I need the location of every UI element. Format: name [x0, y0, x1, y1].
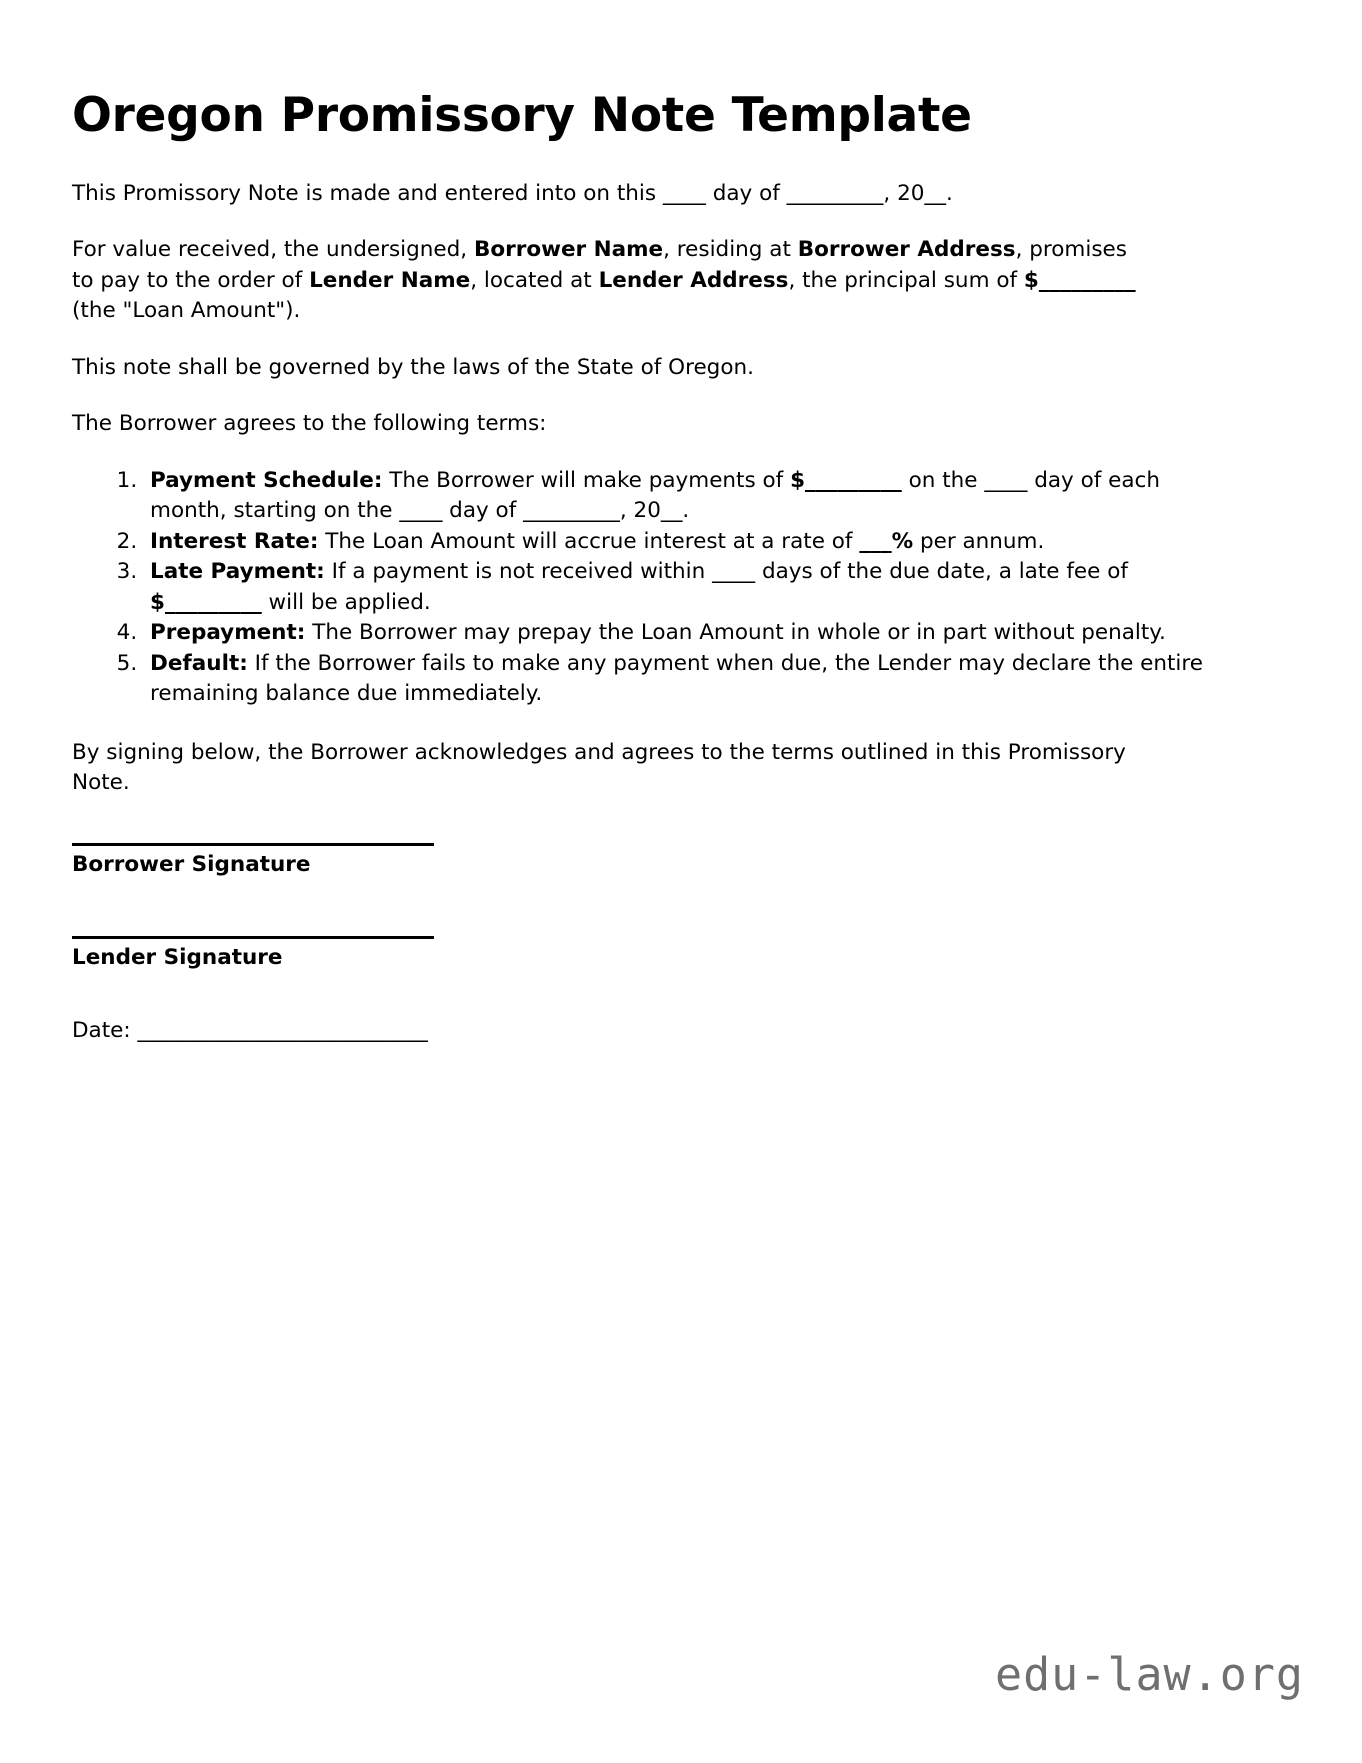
term-text-2: days of the due date, a late fee of [755, 559, 1128, 585]
recital-text-3: , promises to pay to the order of [72, 237, 1127, 293]
loan-amount-blank: _________ [1038, 267, 1136, 293]
list-item [144, 618, 1212, 649]
late-days-blank: ____ [712, 559, 756, 585]
term-label-late-payment: Late Payment: [150, 559, 325, 585]
late-fee-amount-blank: _________ [164, 589, 262, 615]
signature-section [72, 843, 1212, 1047]
date-label: Date: [72, 1017, 131, 1043]
terms-list [72, 466, 1212, 710]
lender-name-placeholder: Lender Name [309, 267, 471, 293]
date-blank[interactable]: ___________________________ [130, 1017, 428, 1043]
term-text-1: The Borrower will make payments of [382, 467, 791, 493]
intro-month-blank: _________ [786, 180, 884, 206]
term-text-1: The Borrower may prepay the Loan Amount in whole or in part without penalty. [305, 620, 1166, 646]
borrower-address-placeholder: Borrower Address [797, 237, 1016, 263]
intro-paragraph [72, 179, 1154, 210]
recital-text-6: (the "Loan Amount"). [72, 298, 301, 324]
payment-day-blank: ____ [984, 467, 1028, 493]
lender-address-placeholder: Lender Address [598, 267, 789, 293]
term-label-default: Default: [150, 650, 248, 676]
list-item [144, 527, 1212, 558]
list-item [144, 557, 1212, 618]
payment-amount-blank: _________ [805, 467, 902, 493]
recital-dollar-sign: $ [1023, 267, 1039, 293]
payment-month-blank: _________ [523, 498, 620, 524]
recital-paragraph [72, 235, 1154, 327]
recital-text-2: , residing at [663, 237, 798, 263]
date-field [72, 1016, 1212, 1047]
list-item [144, 466, 1212, 527]
payment-start-day-blank: ____ [399, 498, 443, 524]
terms-intro-paragraph: The Borrower agrees to the following terms: [72, 411, 547, 437]
recital-text-5: , the principal sum of [788, 267, 1024, 293]
lender-signature-label: Lender Signature [72, 945, 283, 971]
payment-dollar-sign: $ [790, 467, 806, 493]
recital-text-4: , located at [470, 267, 599, 293]
term-text-1: If a payment is not received within [324, 559, 713, 585]
lender-signature-line[interactable] [72, 936, 434, 939]
acknowledgement-paragraph: By signing below, the Borrower acknowledges and agrees to the terms outlined in this Promissory Note. [72, 739, 1126, 796]
percent-sign: % [891, 528, 914, 554]
governing-law-paragraph: This note shall be governed by the laws of the State of Oregon. [72, 354, 754, 380]
term-label-prepayment: Prepayment: [150, 620, 306, 646]
recital-text-1: For value received, the undersigned, [72, 237, 474, 263]
intro-year-blank: __ [924, 180, 946, 206]
intro-text-2: day of [705, 180, 787, 206]
term-text-6: . [682, 498, 690, 524]
intro-day-blank: ____ [662, 180, 706, 206]
term-label-payment-schedule: Payment Schedule: [150, 467, 383, 493]
page-title: Oregon Promissory Note Template [72, 88, 972, 143]
late-fee-dollar-sign: $ [150, 589, 165, 615]
payment-year-blank: __ [660, 498, 683, 524]
interest-rate-blank: ___ [859, 528, 892, 554]
list-item [144, 649, 1212, 710]
term-text-4: day of [442, 498, 524, 524]
borrower-signature-line[interactable] [72, 843, 434, 846]
term-text-2: per annum. [913, 528, 1045, 554]
term-text-1: The Loan Amount will accrue interest at a rate of [318, 528, 860, 554]
intro-text-1: This Promissory Note is made and entered into on this [72, 180, 663, 206]
term-text-1: If the Borrower fails to make any payment when due, the Lender may declare the entire remaining balance due immediately. [150, 650, 1203, 707]
term-text-2: on the [901, 467, 985, 493]
term-text-3: day of each month, starting on the [150, 467, 1160, 524]
borrower-name-placeholder: Borrower Name [473, 237, 664, 263]
intro-text-3: , 20 [883, 180, 925, 206]
term-text-3: will be applied. [261, 589, 431, 615]
term-text-5: , 20 [619, 498, 661, 524]
borrower-signature-label: Borrower Signature [72, 851, 311, 877]
term-label-interest-rate: Interest Rate: [150, 528, 319, 554]
site-watermark: edu-law.org [994, 1648, 1304, 1701]
intro-text-4: . [945, 180, 953, 206]
